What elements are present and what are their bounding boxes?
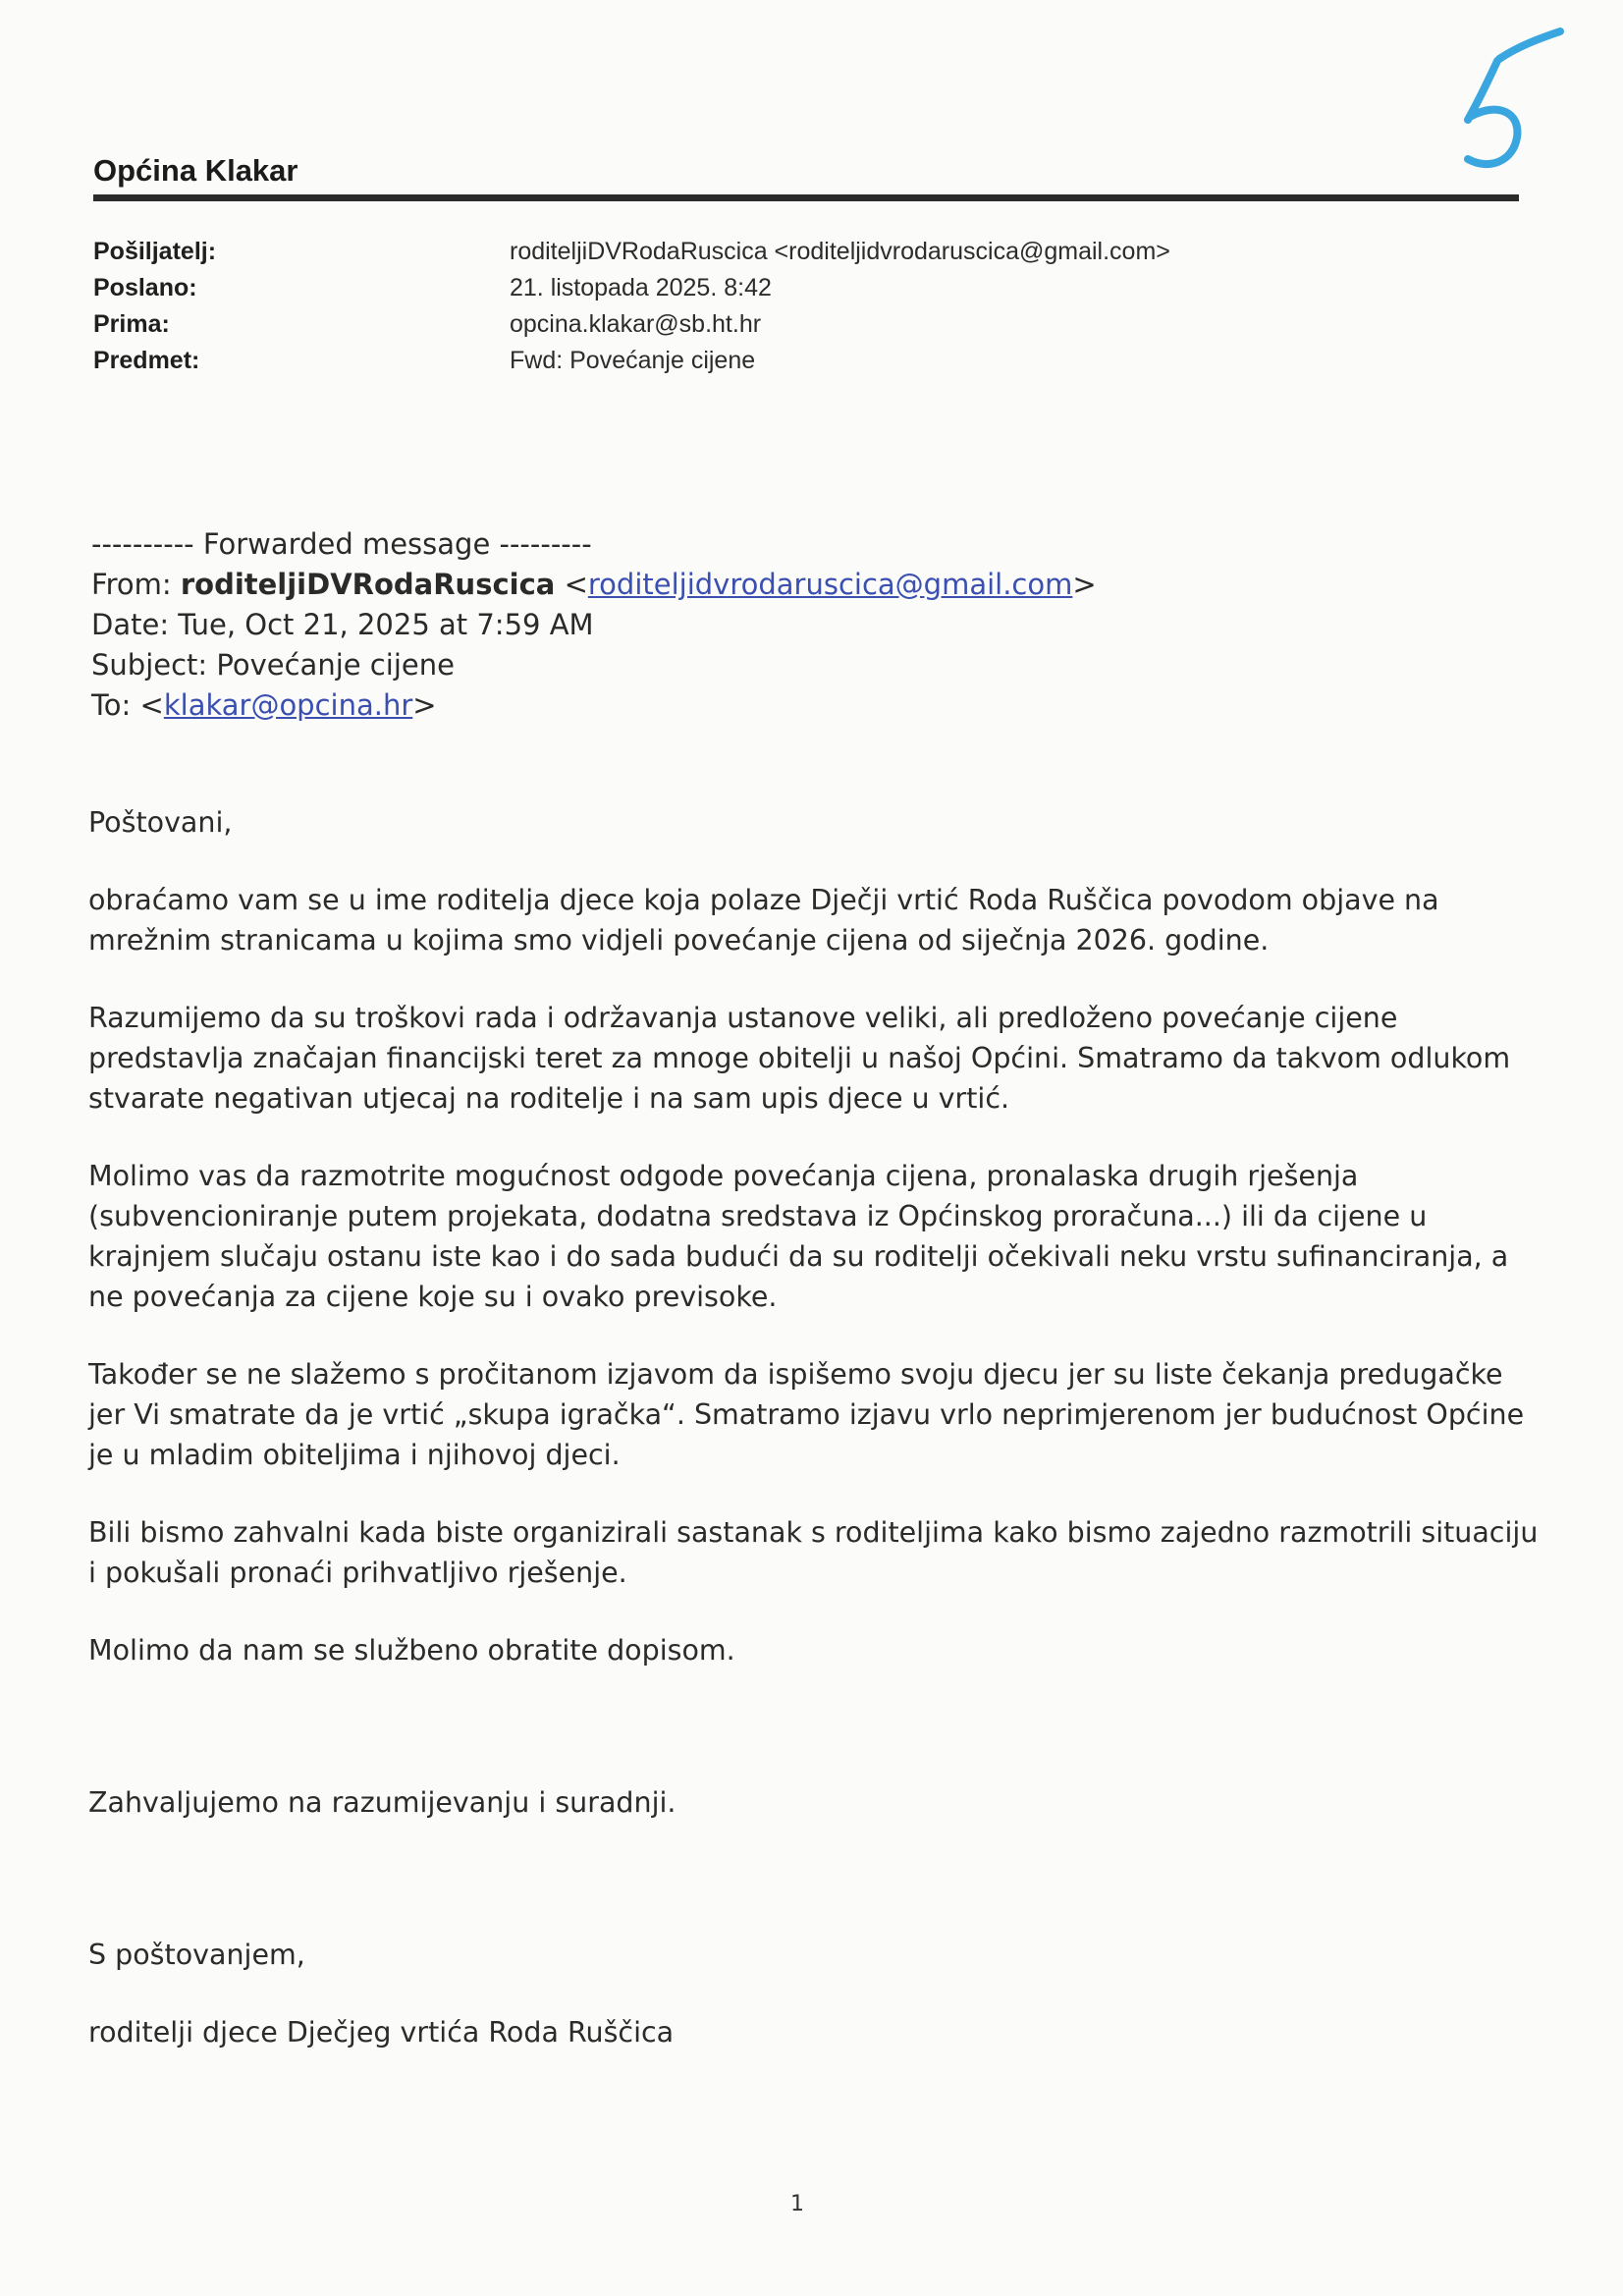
- body-paragraph: Također se ne slažemo s pročitanom izjavom da ispišemo svoju djecu jer su liste čekanja predugačke jer Vi smatrate da je vrtić „skupa igračka“. Smatramo izjavu vrlo neprimjerenom jer budućnost Općine je u mladim obiteljima i njihovoj djeci.: [88, 1358, 1525, 1471]
- forwarded-from-line: [91, 565, 1097, 605]
- greeting: Poštovani,: [88, 806, 233, 839]
- signature-line: roditelji djece Dječjeg vrtića Roda Ruščica: [88, 2016, 675, 2049]
- sent-value: 21. listopada 2025. 8:42: [510, 274, 772, 301]
- page-number: 1: [790, 2192, 804, 2216]
- from-email-link[interactable]: roditeljidvrodaruscica@gmail.com: [587, 568, 1073, 601]
- thanks-line: Zahvaljujemo na razumijevanju i suradnji.: [88, 1786, 676, 1819]
- spacer: [88, 1708, 1542, 1782]
- from-name: roditeljiDVRodaRuscica: [180, 568, 556, 601]
- header-row-sender: [93, 234, 1170, 270]
- header-row-recipient: [93, 306, 1170, 343]
- forwarded-banner: ---------- Forwarded message ---------: [91, 527, 592, 561]
- from-label: From:: [91, 568, 172, 601]
- forwarded-message-block: [91, 524, 1097, 726]
- recipient-label: Prima:: [93, 310, 170, 338]
- body-paragraph: Bili bismo zahvalni kada biste organizirali sastanak s roditeljima kako bismo zajedno razmotrili situaciju i pokušali pronaći prihvatljivo rješenje.: [88, 1516, 1539, 1589]
- recipient-value: opcina.klakar@sb.ht.hr: [510, 310, 762, 338]
- forwarded-subject-line: Subject: Povećanje cijene: [91, 648, 455, 682]
- body-paragraph: Razumijemo da su troškovi rada i održavanja ustanove veliki, ali predloženo povećanje cijene predstavlja značajan financijski teret za mnoge obitelji u našoj Općini. Smatramo da takvom odlukom stvarate negativan utjecaj na roditelje i na sam upis djece u vrtić.: [88, 1002, 1511, 1115]
- closing-line: S poštovanjem,: [88, 1939, 305, 1971]
- to-email-link[interactable]: klakar@opcina.hr: [163, 688, 413, 722]
- email-header-block: [93, 234, 1170, 379]
- spacer: [88, 1860, 1542, 1935]
- handwritten-number-mark: [1438, 18, 1566, 185]
- angle-open: <: [139, 688, 164, 722]
- letter-body: [88, 802, 1542, 2090]
- subject-value: Fwd: Povećanje cijene: [510, 347, 756, 374]
- header-row-sent: [93, 270, 1170, 306]
- title-divider: [93, 194, 1519, 201]
- body-paragraph: Molimo da nam se službeno obratite dopisom.: [88, 1634, 735, 1667]
- subject-label: Predmet:: [93, 347, 200, 374]
- body-paragraph: obraćamo vam se u ime roditelja djece koja polaze Dječji vrtić Roda Ruščica povodom objave na mrežnim stranicama u kojima smo vidjeli povećanje cijena od siječnja 2026. godine.: [88, 884, 1439, 957]
- angle-close: >: [412, 688, 437, 722]
- angle-close: >: [1072, 568, 1097, 601]
- angle-open: <: [564, 568, 588, 601]
- organization-title: Općina Klakar: [93, 153, 298, 188]
- forwarded-to-line: [91, 685, 1097, 726]
- sent-label: Poslano:: [93, 274, 197, 301]
- sender-value: roditeljiDVRodaRuscica <roditeljidvrodaruscica@gmail.com>: [510, 238, 1170, 265]
- sender-label: Pošiljatelj:: [93, 238, 217, 265]
- to-label: To:: [91, 688, 132, 722]
- forwarded-date-line: Date: Tue, Oct 21, 2025 at 7:59 AM: [91, 608, 594, 641]
- body-paragraph: Molimo vas da razmotrite mogućnost odgode povećanja cijena, pronalaska drugih rješenja (subvencioniranje putem projekata, dodatna sredstava iz Općinskog proračuna...) ili da cijene u krajnjem slučaju ostanu iste kao i do sada budući da su roditelji očekivali neku vrstu sufinanciranja, a ne povećanja za cijene koje su i ovako previsoke.: [88, 1160, 1509, 1313]
- header-row-subject: [93, 343, 1170, 379]
